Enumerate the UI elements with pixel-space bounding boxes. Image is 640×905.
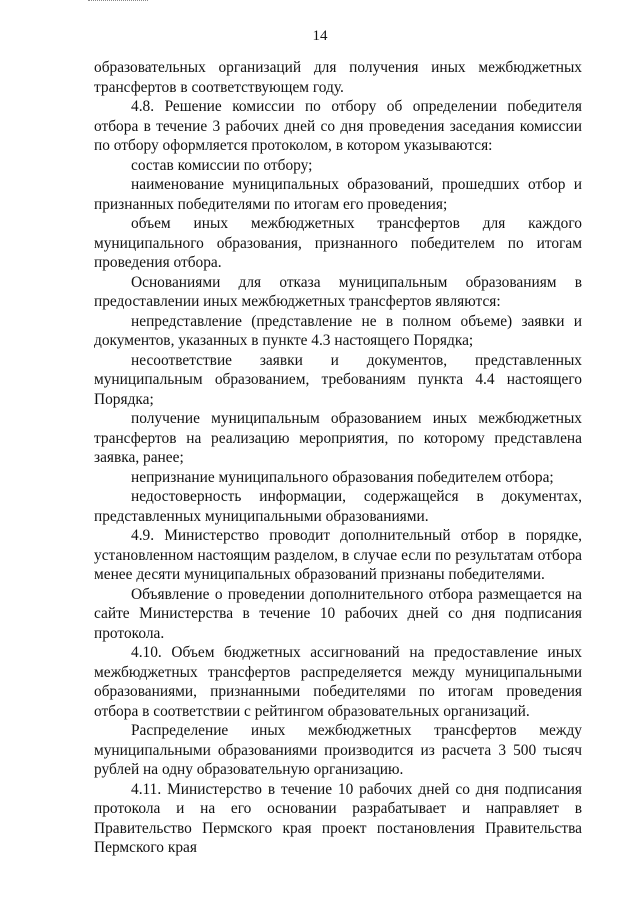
- paragraph: непризнание муниципального образования победителем отбора;: [131, 468, 554, 486]
- paragraph: 4.10. Объем бюджетных ассигнований на предоставление иных межбюджетных трансфертов распределяется между муниципальными образованиями, признанными победителями по итогам проведения отбора в соответствии с рейтингом образовательных организаций.: [94, 644, 582, 720]
- paragraph: наименование муниципальных образований, прошедших отбор и признанных победителями по итогам его проведения;: [94, 176, 582, 213]
- paragraph: 4.11. Министерство в течение 10 рабочих дней со дня подписания протокола и на его основании разрабатывает и направляет в Правительство Пермского края проект постановления Правительства Пермского края: [94, 780, 582, 856]
- paragraph: несоответствие заявки и документов, представленных муниципальным образованием, требованиям пункта 4.4 настоящего Порядка;: [94, 351, 582, 408]
- document-body: [94, 58, 582, 858]
- paragraph: непредставление (представление не в полном объеме) заявки и документов, указанных в пункте 4.3 настоящего Порядка;: [94, 312, 582, 349]
- paragraph: 4.9. Министерство проводит дополнительный отбор в порядке, установленном настоящим разделом, в случае если по результатам отбора менее десяти муниципальных образований признаны победителями.: [94, 527, 582, 583]
- scan-top-mark: [88, 0, 148, 3]
- page-number: 14: [312, 28, 328, 44]
- paragraph: недостоверность информации, содержащейся в документах, представленных муниципальными образованиями.: [94, 488, 582, 525]
- paragraph: 4.8. Решение комиссии по отбору об определении победителя отбора в течение 3 рабочих дней со дня проведения заседания комиссии по отбору оформляется протоколом, в котором указываются:: [94, 98, 582, 154]
- paragraph: Основаниями для отказа муниципальным образованиям в предоставлении иных межбюджетных трансфертов являются:: [94, 273, 582, 310]
- paragraph: получение муниципальным образованием иных межбюджетных трансфертов на реализацию мероприятия, по которому представлена заявка, ранее;: [94, 410, 582, 466]
- paragraph: объем иных межбюджетных трансфертов для каждого муниципального образования, признанного победителем по итогам проведения отбора.: [94, 215, 582, 271]
- paragraph: состав комиссии по отбору;: [131, 156, 313, 174]
- paragraph: Объявление о проведении дополнительного отбора размещается на сайте Министерства в течение 10 рабочих дней со дня подписания протокола.: [94, 585, 582, 642]
- paragraph: образовательных организаций для получения иных межбюджетных трансфертов в соответствующем году.: [94, 59, 582, 96]
- paragraph: Распределение иных межбюджетных трансфертов между муниципальными образованиями производится из расчета 3 500 тысяч рублей на одну образовательную организацию.: [94, 722, 582, 778]
